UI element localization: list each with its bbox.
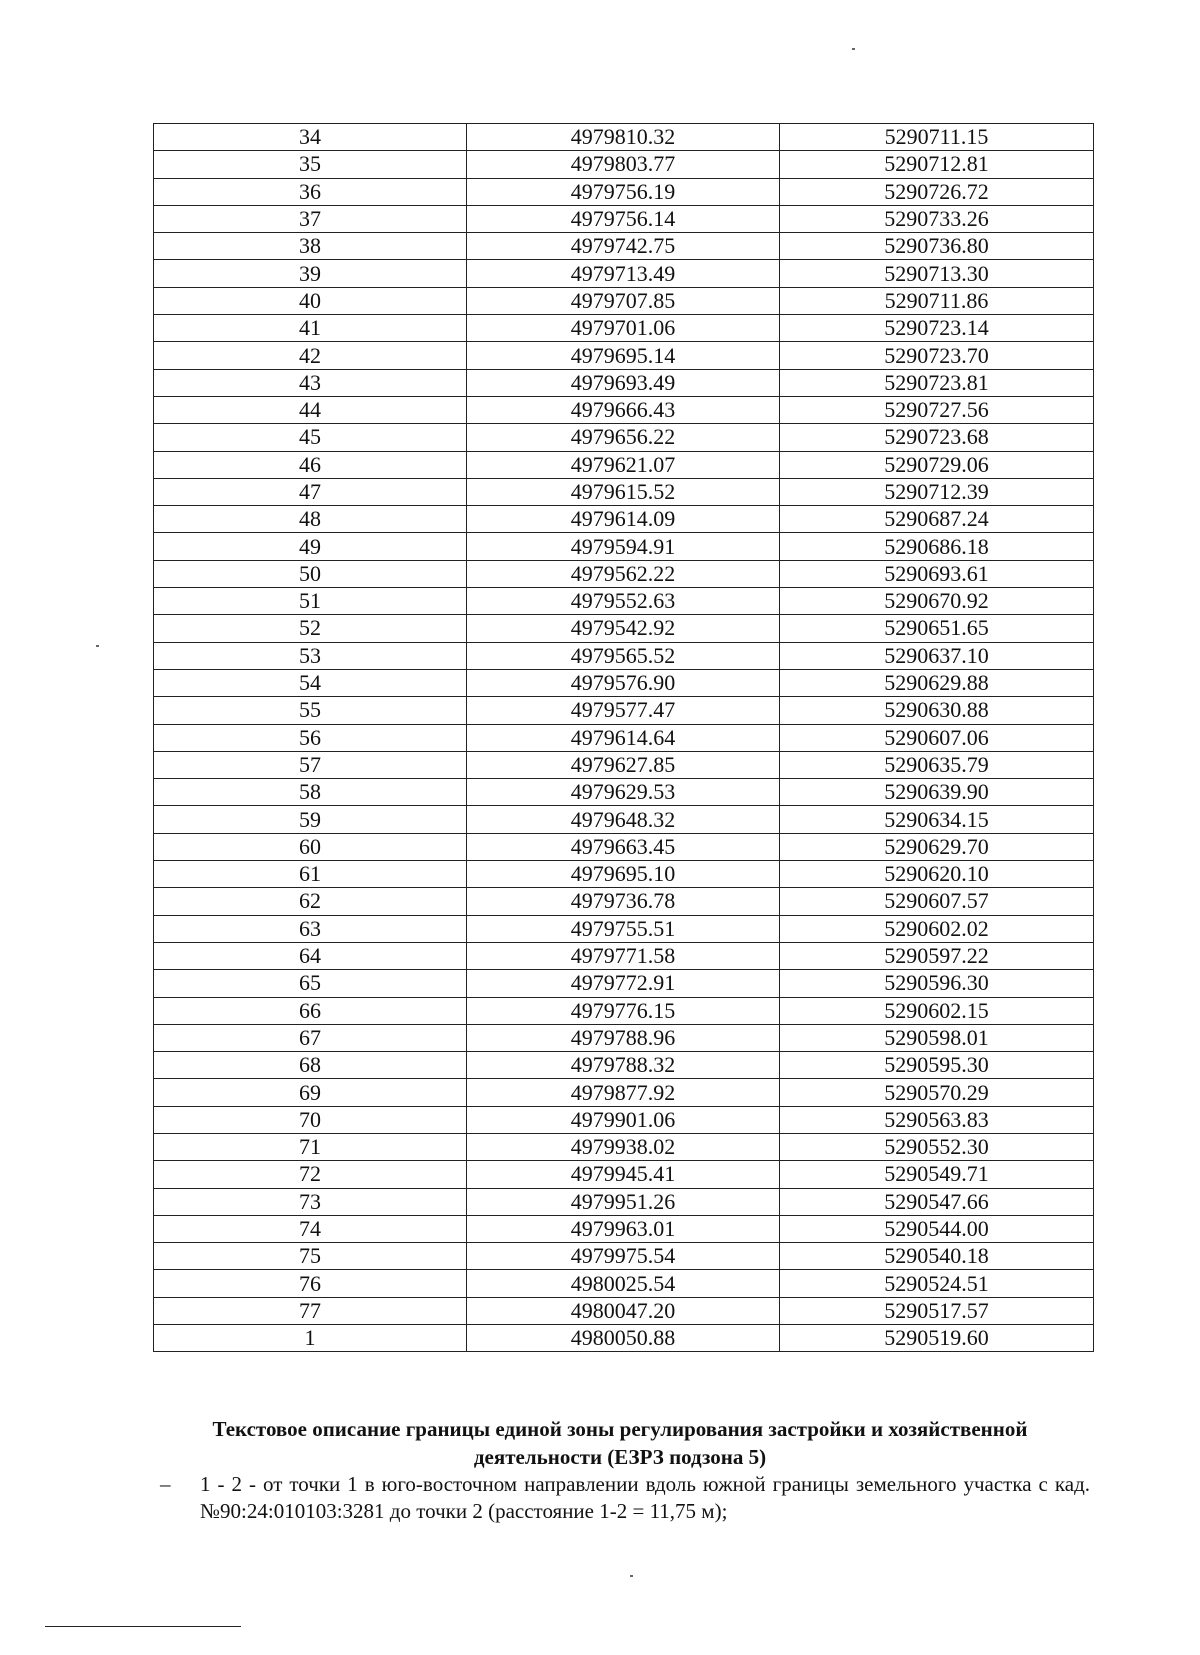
- y-coordinate-cell: 5290686.18: [780, 533, 1094, 560]
- y-coordinate-cell: 5290519.60: [780, 1325, 1094, 1352]
- x-coordinate-cell: 4979938.02: [467, 1133, 780, 1160]
- table-row: [154, 888, 1094, 915]
- table-row: [154, 124, 1094, 151]
- point-number-cell: 46: [154, 451, 467, 478]
- y-coordinate-cell: 5290687.24: [780, 506, 1094, 533]
- x-coordinate-cell: 4979576.90: [467, 669, 780, 696]
- x-coordinate-cell: 4979776.15: [467, 997, 780, 1024]
- table-row: [154, 533, 1094, 560]
- x-coordinate-cell: 4979755.51: [467, 915, 780, 942]
- coordinates-table-body: [154, 124, 1094, 1352]
- y-coordinate-cell: 5290670.92: [780, 588, 1094, 615]
- point-number-cell: 71: [154, 1133, 467, 1160]
- table-row: [154, 260, 1094, 287]
- x-coordinate-cell: 4979614.09: [467, 506, 780, 533]
- point-number-cell: 41: [154, 315, 467, 342]
- table-row: [154, 642, 1094, 669]
- point-number-cell: 61: [154, 861, 467, 888]
- y-coordinate-cell: 5290723.81: [780, 369, 1094, 396]
- x-coordinate-cell: 4979666.43: [467, 396, 780, 423]
- x-coordinate-cell: 4979656.22: [467, 424, 780, 451]
- y-coordinate-cell: 5290723.68: [780, 424, 1094, 451]
- y-coordinate-cell: 5290549.71: [780, 1161, 1094, 1188]
- table-row: [154, 1325, 1094, 1352]
- y-coordinate-cell: 5290726.72: [780, 178, 1094, 205]
- point-number-cell: 51: [154, 588, 467, 615]
- point-number-cell: 1: [154, 1325, 467, 1352]
- point-number-cell: 44: [154, 396, 467, 423]
- table-row: [154, 1188, 1094, 1215]
- table-row: [154, 315, 1094, 342]
- y-coordinate-cell: 5290563.83: [780, 1106, 1094, 1133]
- scan-speck: [96, 645, 99, 647]
- table-row: [154, 151, 1094, 178]
- point-number-cell: 50: [154, 560, 467, 587]
- x-coordinate-cell: 4979695.10: [467, 861, 780, 888]
- table-row: [154, 560, 1094, 587]
- point-number-cell: 58: [154, 779, 467, 806]
- table-row: [154, 1215, 1094, 1242]
- x-coordinate-cell: 4979756.14: [467, 205, 780, 232]
- y-coordinate-cell: 5290713.30: [780, 260, 1094, 287]
- point-number-cell: 75: [154, 1243, 467, 1270]
- table-row: [154, 1133, 1094, 1160]
- list-item-text: 1 - 2 - от точки 1 в юго-восточном направлении вдоль южной границы земельного участка с кад. №90:24:010103:3281 до точки 2 (расстояние 1-2 = 11,75 м);: [200, 1472, 1090, 1523]
- heading-line-2: деятельности (ЕЗРЗ подзона 5): [473, 1445, 767, 1469]
- x-coordinate-cell: 4979788.32: [467, 1052, 780, 1079]
- y-coordinate-cell: 5290711.15: [780, 124, 1094, 151]
- y-coordinate-cell: 5290637.10: [780, 642, 1094, 669]
- x-coordinate-cell: 4979663.45: [467, 833, 780, 860]
- y-coordinate-cell: 5290607.57: [780, 888, 1094, 915]
- point-number-cell: 59: [154, 806, 467, 833]
- table-row: [154, 1243, 1094, 1270]
- table-row: [154, 1052, 1094, 1079]
- point-number-cell: 35: [154, 151, 467, 178]
- point-number-cell: 74: [154, 1215, 467, 1242]
- table-row: [154, 1270, 1094, 1297]
- point-number-cell: 52: [154, 615, 467, 642]
- table-row: [154, 588, 1094, 615]
- table-row: [154, 178, 1094, 205]
- x-coordinate-cell: 4979627.85: [467, 751, 780, 778]
- point-number-cell: 60: [154, 833, 467, 860]
- y-coordinate-cell: 5290544.00: [780, 1215, 1094, 1242]
- x-coordinate-cell: 4979577.47: [467, 697, 780, 724]
- table-row: [154, 424, 1094, 451]
- heading-line-1: Текстовое описание границы единой зоны регулирования застройки и хозяйственной: [212, 1417, 1028, 1441]
- point-number-cell: 70: [154, 1106, 467, 1133]
- y-coordinate-cell: 5290629.88: [780, 669, 1094, 696]
- x-coordinate-cell: 4979975.54: [467, 1243, 780, 1270]
- point-number-cell: 68: [154, 1052, 467, 1079]
- point-number-cell: 67: [154, 1024, 467, 1051]
- x-coordinate-cell: 4979951.26: [467, 1188, 780, 1215]
- table-row: [154, 997, 1094, 1024]
- table-row: [154, 779, 1094, 806]
- table-row: [154, 1161, 1094, 1188]
- x-coordinate-cell: 4979562.22: [467, 560, 780, 587]
- table-row: [154, 1297, 1094, 1324]
- point-number-cell: 38: [154, 233, 467, 260]
- y-coordinate-cell: 5290634.15: [780, 806, 1094, 833]
- table-row: [154, 1079, 1094, 1106]
- x-coordinate-cell: 4979695.14: [467, 342, 780, 369]
- y-coordinate-cell: 5290602.15: [780, 997, 1094, 1024]
- x-coordinate-cell: 4979542.92: [467, 615, 780, 642]
- list-marker: –: [160, 1472, 171, 1496]
- table-row: [154, 369, 1094, 396]
- y-coordinate-cell: 5290629.70: [780, 833, 1094, 860]
- point-number-cell: 62: [154, 888, 467, 915]
- y-coordinate-cell: 5290712.39: [780, 478, 1094, 505]
- coordinates-table: [153, 123, 1094, 1352]
- x-coordinate-cell: 4979565.52: [467, 642, 780, 669]
- point-number-cell: 56: [154, 724, 467, 751]
- point-number-cell: 55: [154, 697, 467, 724]
- y-coordinate-cell: 5290736.80: [780, 233, 1094, 260]
- point-number-cell: 63: [154, 915, 467, 942]
- x-coordinate-cell: 4979945.41: [467, 1161, 780, 1188]
- x-coordinate-cell: 4979771.58: [467, 942, 780, 969]
- point-number-cell: 76: [154, 1270, 467, 1297]
- x-coordinate-cell: 4979788.96: [467, 1024, 780, 1051]
- y-coordinate-cell: 5290729.06: [780, 451, 1094, 478]
- point-number-cell: 34: [154, 124, 467, 151]
- table-row: [154, 451, 1094, 478]
- x-coordinate-cell: 4979877.92: [467, 1079, 780, 1106]
- y-coordinate-cell: 5290552.30: [780, 1133, 1094, 1160]
- point-number-cell: 37: [154, 205, 467, 232]
- footnote-divider: [45, 1626, 241, 1627]
- point-number-cell: 73: [154, 1188, 467, 1215]
- list-item: [160, 1471, 1090, 1525]
- table-row: [154, 506, 1094, 533]
- table-row: [154, 942, 1094, 969]
- x-coordinate-cell: 4979742.75: [467, 233, 780, 260]
- x-coordinate-cell: 4979963.01: [467, 1215, 780, 1242]
- table-row: [154, 615, 1094, 642]
- point-number-cell: 43: [154, 369, 467, 396]
- y-coordinate-cell: 5290547.66: [780, 1188, 1094, 1215]
- x-coordinate-cell: 4979648.32: [467, 806, 780, 833]
- table-row: [154, 205, 1094, 232]
- table-row: [154, 724, 1094, 751]
- table-row: [154, 396, 1094, 423]
- table-row: [154, 669, 1094, 696]
- y-coordinate-cell: 5290597.22: [780, 942, 1094, 969]
- x-coordinate-cell: 4979552.63: [467, 588, 780, 615]
- y-coordinate-cell: 5290598.01: [780, 1024, 1094, 1051]
- y-coordinate-cell: 5290602.02: [780, 915, 1094, 942]
- y-coordinate-cell: 5290651.65: [780, 615, 1094, 642]
- y-coordinate-cell: 5290733.26: [780, 205, 1094, 232]
- point-number-cell: 40: [154, 287, 467, 314]
- table-row: [154, 1024, 1094, 1051]
- x-coordinate-cell: 4980050.88: [467, 1325, 780, 1352]
- y-coordinate-cell: 5290639.90: [780, 779, 1094, 806]
- y-coordinate-cell: 5290596.30: [780, 970, 1094, 997]
- x-coordinate-cell: 4980047.20: [467, 1297, 780, 1324]
- x-coordinate-cell: 4979756.19: [467, 178, 780, 205]
- table-row: [154, 806, 1094, 833]
- scan-speck: [630, 1575, 633, 1577]
- x-coordinate-cell: 4979810.32: [467, 124, 780, 151]
- y-coordinate-cell: 5290727.56: [780, 396, 1094, 423]
- table-row: [154, 861, 1094, 888]
- table-row: [154, 697, 1094, 724]
- table-row: [154, 915, 1094, 942]
- point-number-cell: 65: [154, 970, 467, 997]
- table-row: [154, 970, 1094, 997]
- point-number-cell: 48: [154, 506, 467, 533]
- y-coordinate-cell: 5290607.06: [780, 724, 1094, 751]
- point-number-cell: 36: [154, 178, 467, 205]
- table-row: [154, 1106, 1094, 1133]
- point-number-cell: 72: [154, 1161, 467, 1188]
- y-coordinate-cell: 5290711.86: [780, 287, 1094, 314]
- x-coordinate-cell: 4979736.78: [467, 888, 780, 915]
- point-number-cell: 77: [154, 1297, 467, 1324]
- table-row: [154, 833, 1094, 860]
- y-coordinate-cell: 5290712.81: [780, 151, 1094, 178]
- point-number-cell: 49: [154, 533, 467, 560]
- point-number-cell: 57: [154, 751, 467, 778]
- table-row: [154, 478, 1094, 505]
- x-coordinate-cell: 4979803.77: [467, 151, 780, 178]
- x-coordinate-cell: 4979707.85: [467, 287, 780, 314]
- point-number-cell: 54: [154, 669, 467, 696]
- point-number-cell: 39: [154, 260, 467, 287]
- y-coordinate-cell: 5290570.29: [780, 1079, 1094, 1106]
- x-coordinate-cell: 4979615.52: [467, 478, 780, 505]
- y-coordinate-cell: 5290595.30: [780, 1052, 1094, 1079]
- table-row: [154, 342, 1094, 369]
- x-coordinate-cell: 4979614.64: [467, 724, 780, 751]
- point-number-cell: 47: [154, 478, 467, 505]
- y-coordinate-cell: 5290524.51: [780, 1270, 1094, 1297]
- point-number-cell: 45: [154, 424, 467, 451]
- point-number-cell: 64: [154, 942, 467, 969]
- x-coordinate-cell: 4979701.06: [467, 315, 780, 342]
- point-number-cell: 69: [154, 1079, 467, 1106]
- scan-speck: [852, 48, 855, 50]
- x-coordinate-cell: 4979594.91: [467, 533, 780, 560]
- y-coordinate-cell: 5290517.57: [780, 1297, 1094, 1324]
- table-row: [154, 287, 1094, 314]
- point-number-cell: 53: [154, 642, 467, 669]
- table-row: [154, 233, 1094, 260]
- point-number-cell: 66: [154, 997, 467, 1024]
- y-coordinate-cell: 5290635.79: [780, 751, 1094, 778]
- y-coordinate-cell: 5290693.61: [780, 560, 1094, 587]
- x-coordinate-cell: 4979621.07: [467, 451, 780, 478]
- section-heading: [150, 1415, 1090, 1471]
- y-coordinate-cell: 5290620.10: [780, 861, 1094, 888]
- y-coordinate-cell: 5290630.88: [780, 697, 1094, 724]
- point-number-cell: 42: [154, 342, 467, 369]
- x-coordinate-cell: 4979629.53: [467, 779, 780, 806]
- x-coordinate-cell: 4979693.49: [467, 369, 780, 396]
- x-coordinate-cell: 4979901.06: [467, 1106, 780, 1133]
- x-coordinate-cell: 4980025.54: [467, 1270, 780, 1297]
- y-coordinate-cell: 5290540.18: [780, 1243, 1094, 1270]
- table-row: [154, 751, 1094, 778]
- x-coordinate-cell: 4979772.91: [467, 970, 780, 997]
- x-coordinate-cell: 4979713.49: [467, 260, 780, 287]
- y-coordinate-cell: 5290723.14: [780, 315, 1094, 342]
- y-coordinate-cell: 5290723.70: [780, 342, 1094, 369]
